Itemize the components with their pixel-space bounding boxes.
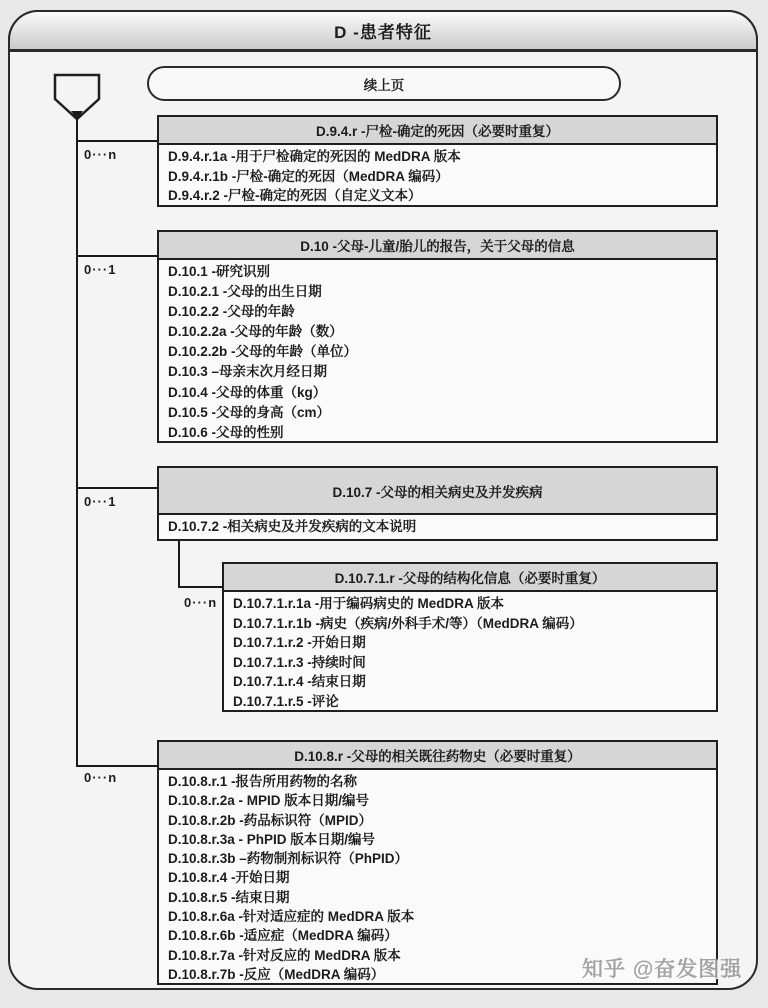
field-item: D.10.8.r.6b -适应症（MedDRA 编码） [168, 928, 398, 944]
trunk-line [76, 115, 78, 767]
field-item: D.10.4 -父母的体重（kg） [168, 384, 327, 400]
page-title-bar [8, 10, 758, 52]
branch-line-d1071r [178, 586, 222, 588]
field-item: D.10.8.r.3b –药物制剂标识符（PhPID） [168, 851, 409, 867]
field-item: D.10.8.r.1 -报告所用药物的名称 [168, 774, 358, 789]
field-item: D.9.4.r.1b -尸检-确定的死因（MedDRA 编码） [168, 168, 449, 184]
field-item: D.10.7.1.r.2 -开始日期 [233, 635, 366, 650]
field-item: D.10.2.2 -父母的年龄 [168, 304, 295, 320]
section-items [159, 515, 716, 537]
section-d10 [157, 230, 718, 443]
field-item: D.10.8.r.7b -反应（MedDRA 编码） [168, 966, 385, 982]
field-item: D.9.4.r.1a -用于尸检确定的死因的 MedDRA 版本 [168, 149, 461, 164]
branch-line-d107 [76, 487, 157, 489]
cardinality-d1071r: 0···n [184, 595, 218, 610]
section-d94r [157, 115, 718, 207]
section-header: D.10 -父母-儿童/胎儿的报告，关于父母的信息 [159, 232, 716, 260]
field-item: D.10.7.2 -相关病史及并发疾病的文本说明 [168, 519, 417, 534]
field-item: D.10.3 –母亲末次月经日期 [168, 364, 328, 380]
field-item: D.10.8.r.2b -药品标识符（MPID） [168, 812, 373, 828]
field-item: D.10.8.r.3a - PhPID 版本日期/编号 [168, 831, 376, 847]
continuation-label: 续上页 [363, 77, 405, 93]
cardinality-d108r: 0···n [84, 770, 118, 785]
cardinality-d107: 0···1 [84, 494, 117, 509]
field-item: D.10.6 -父母的性别 [168, 424, 284, 440]
field-item: D.10.8.r.7a -针对反应的 MedDRA 版本 [168, 947, 401, 963]
section-header: D.10.7 -父母的相关病史及并发疾病 [159, 468, 716, 515]
section-items [159, 145, 716, 206]
field-item: D.10.7.1.r.1a -用于编码病史的 MedDRA 版本 [233, 596, 505, 611]
sub-trunk-line-d1071r [178, 541, 180, 588]
field-item: D.10.2.2a -父母的年龄（数） [168, 324, 343, 340]
field-item: D.10.1 -研究识别 [168, 264, 271, 279]
field-item: D.10.5 -父母的身高（cm） [168, 404, 331, 420]
section-d107 [157, 466, 718, 541]
branch-line-d94r [76, 140, 157, 142]
continuation-connector [147, 66, 621, 101]
section-header: D.10.7.1.r -父母的结构化信息（必要时重复） [224, 564, 716, 592]
field-item: D.10.8.r.6a -针对适应症的 MedDRA 版本 [168, 909, 415, 925]
field-item: D.10.2.2b -父母的年龄（单位） [168, 344, 358, 360]
field-item: D.10.7.1.r.3 -持续时间 [233, 654, 366, 670]
field-item: D.10.7.1.r.5 -评论 [233, 693, 339, 709]
cardinality-d94r: 0···n [84, 147, 118, 162]
section-d1071r [222, 562, 718, 712]
field-item: D.10.2.1 -父母的出生日期 [168, 284, 322, 300]
section-header: D.9.4.r -尸检-确定的死因（必要时重复） [159, 117, 716, 145]
field-item: D.10.8.r.2a - MPID 版本日期/编号 [168, 793, 370, 809]
section-items [224, 592, 716, 711]
page-title: D -患者特征 [334, 23, 432, 42]
field-item: D.9.4.r.2 -尸检-确定的死因（自定义文本） [168, 188, 422, 203]
watermark: 知乎 @奋发图强 [582, 958, 743, 981]
branch-line-d108r [76, 765, 157, 767]
field-item: D.10.8.r.5 -结束日期 [168, 889, 290, 905]
field-item: D.10.7.1.r.4 -结束日期 [233, 674, 366, 689]
field-item: D.10.7.1.r.1b -病史（疾病/外科手术/等）（MedDRA 编码） [233, 615, 583, 631]
field-item: D.10.8.r.4 -开始日期 [168, 870, 290, 886]
section-items [159, 260, 716, 443]
section-header: D.10.8.r -父母的相关既往药物史（必要时重复） [159, 742, 716, 770]
cardinality-d10: 0···1 [84, 262, 117, 277]
branch-line-d10 [76, 255, 157, 257]
section-d108r [157, 740, 718, 985]
